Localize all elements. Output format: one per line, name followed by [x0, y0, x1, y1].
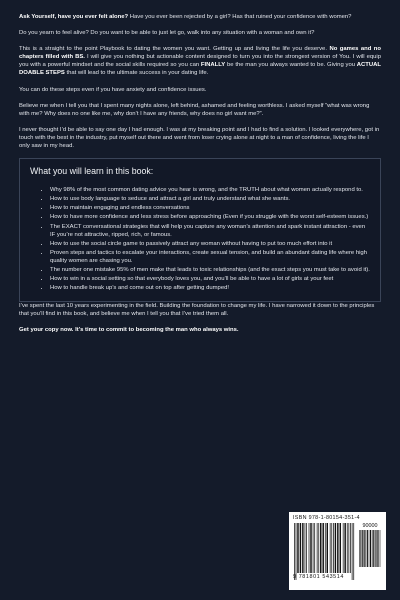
learn-list-item: • How to use body language to seduce and attract a girl and truly understand what she wants.	[50, 195, 370, 203]
learn-list-item: • The EXACT conversational strategies that will help you capture any woman’s attention and spark instant attraction - even IF you’re not attractive, ripped, rich, or famous.	[50, 223, 370, 239]
intro-paragraph-6: I never thought I’d be able to say one day I had enough. I was at my breaking point and I had to find a solution. I looked everywhere, got in touch with the best in the industry, put myself out there and went from loser crying alone at night to a man of confidence, living the life I only saw in my head.	[19, 126, 380, 150]
p3-bold-finally: FINALLY	[200, 62, 226, 69]
intro-question-bold: Ask Yourself, have you ever felt alone?	[19, 14, 129, 20]
learn-list-item: • How to use the social circle game to passively attract any woman without having to put too much effort into it	[50, 240, 370, 248]
p3-text-a: This is a straight to the point Playbook to dating the women you want. Getting up and living the life you deserve.	[19, 46, 330, 53]
addon-digits: 90000	[362, 523, 378, 529]
p3-text-b: I will give you nothing but actionable content designed to turn you into the strongest version of You. I will equip you with a powerful mindset and the social skills required so you can	[19, 54, 381, 69]
ean-digits: 9 781801 543514	[293, 574, 344, 580]
learn-list-item: • How to maintain engaging and endless conversations	[50, 204, 370, 212]
learn-list-item: • How to have more confidence and less stress before approaching (Even if you struggle with the worst self-esteem issues.)	[50, 213, 370, 221]
intro-paragraph-2: Do you yearn to feel alive? Do you want to be able to just let go, walk into any situation with a woman and own it?	[19, 30, 315, 37]
isbn-barcode	[289, 512, 386, 590]
call-to-action-bold: Get your copy now. It’s time to commit to becoming the man who always wins.	[19, 327, 239, 334]
learn-list-item: • How to win in a social setting so that everybody loves you, and you’ll be able to have a lot of girls at your feet	[50, 275, 370, 283]
learn-list-item: • The number one mistake 95% of men make that leads to toxic relationships (and the exact steps you must take to avoid it).	[50, 266, 370, 274]
intro-paragraph-5: Believe me when I tell you that I spent many nights alone, left behind, ashamed and feeling worthless. I asked myself “what was wrong with me? Why does no one like me, why don’t I have any friends, why does no girl want me?”.	[19, 102, 370, 117]
p3-bold-doable-steps: ACTUAL DOABLE STEPS	[19, 62, 381, 77]
p3-bold-no-games: No games and no chapters filled with BS.	[19, 46, 381, 61]
p3-text-d: that will lead to the ultimate success in your dating life.	[64, 70, 209, 77]
intro-paragraph-1-text: Have you ever been rejected by a girl? Has that ruined your confidence with women?	[128, 14, 352, 20]
learn-list-item: • Proven steps and tactics to escalate your interactions, create sexual tension, and build an abundant dating life where high quality women are chasing you.	[50, 249, 370, 265]
learn-box	[19, 158, 381, 302]
learn-list-item: • Why 98% of the most common dating advice you hear is wrong, and the TRUTH about what women actually respond to.	[50, 186, 370, 194]
outro-paragraph: I’ve spent the last 10 years experimenting in the field. Building the foundation to change my life. I have narrowed it down to the principles that you’ll find in this book, and believe me when I tell you that I’ve tried them all.	[19, 303, 375, 318]
p3-text-c: be the man you always wanted to be. Giving you	[225, 62, 357, 69]
isbn-number: ISBN 978-1-80154-351-4	[293, 515, 360, 521]
call-to-action	[19, 326, 381, 334]
learn-list-item: • How to handle break up’s and come out on top after getting dumped!	[50, 284, 370, 292]
learn-list	[30, 186, 370, 292]
intro-paragraph-4: You can do these steps even if you have anxiety and confidence issues.	[19, 86, 207, 93]
ean-barcode-bars	[293, 523, 356, 580]
intro-paragraph-3	[19, 45, 381, 77]
addon-barcode	[358, 523, 382, 574]
intro-paragraph-1	[19, 13, 381, 21]
learn-box-heading: What you will learn in this book:	[30, 166, 154, 177]
